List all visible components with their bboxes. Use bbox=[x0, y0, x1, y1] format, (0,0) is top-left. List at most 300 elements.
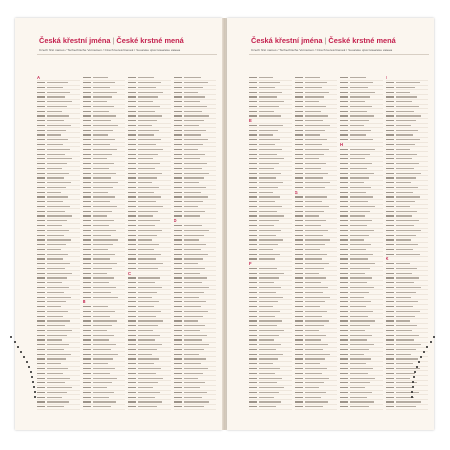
date-cell bbox=[386, 173, 394, 174]
date-cell bbox=[174, 111, 182, 112]
name-cell bbox=[350, 235, 369, 236]
name-cell bbox=[47, 282, 62, 283]
name-cell bbox=[138, 335, 160, 336]
name-cell bbox=[93, 392, 114, 393]
name-cell bbox=[93, 311, 115, 312]
date-cell bbox=[37, 392, 45, 393]
date-cell bbox=[386, 287, 394, 288]
date-cell bbox=[83, 387, 91, 388]
name-column bbox=[37, 76, 80, 410]
date-cell bbox=[386, 268, 394, 269]
name-cell bbox=[350, 206, 375, 207]
date-cell bbox=[249, 196, 257, 197]
date-cell bbox=[249, 230, 257, 231]
date-cell bbox=[386, 239, 394, 240]
date-cell bbox=[37, 378, 45, 379]
name-cell bbox=[259, 292, 276, 293]
date-cell bbox=[174, 130, 182, 131]
date-cell bbox=[128, 330, 136, 331]
name-cell bbox=[47, 92, 70, 93]
name-cell bbox=[396, 92, 410, 93]
date-cell bbox=[340, 335, 348, 336]
name-cell bbox=[184, 96, 205, 97]
date-cell bbox=[83, 158, 91, 159]
name-cell bbox=[93, 297, 118, 298]
name-cell bbox=[93, 249, 108, 250]
date-cell bbox=[37, 158, 45, 159]
name-cell bbox=[305, 149, 329, 150]
name-cell bbox=[350, 211, 370, 212]
name-cell bbox=[93, 173, 116, 174]
name-cell bbox=[305, 387, 319, 388]
date-cell bbox=[83, 173, 91, 174]
name-cell bbox=[305, 196, 327, 197]
name-cell bbox=[184, 382, 205, 383]
name-cell bbox=[259, 139, 280, 140]
name-cell bbox=[259, 244, 278, 245]
date-cell bbox=[37, 211, 45, 212]
date-cell bbox=[174, 196, 182, 197]
date-cell bbox=[340, 111, 348, 112]
date-cell bbox=[83, 235, 91, 236]
name-cell bbox=[350, 282, 367, 283]
name-cell bbox=[184, 206, 198, 207]
name-cell bbox=[396, 106, 419, 107]
date-cell bbox=[295, 306, 303, 307]
date-cell bbox=[386, 225, 394, 226]
date-cell bbox=[340, 349, 348, 350]
date-cell bbox=[83, 111, 91, 112]
name-cell bbox=[47, 339, 62, 340]
name-cell bbox=[184, 173, 209, 174]
date-cell bbox=[295, 282, 303, 283]
name-cell bbox=[184, 368, 208, 369]
name-cell bbox=[305, 187, 325, 188]
name-cell bbox=[138, 249, 154, 250]
date-cell bbox=[386, 249, 394, 250]
name-cell bbox=[184, 311, 208, 312]
date-cell bbox=[174, 330, 182, 331]
name-cell bbox=[184, 277, 207, 278]
date-cell bbox=[386, 196, 394, 197]
date-cell bbox=[128, 111, 136, 112]
name-cell bbox=[184, 125, 199, 126]
date-cell bbox=[386, 206, 394, 207]
date-cell bbox=[83, 254, 91, 255]
name-cell bbox=[138, 130, 159, 131]
section-letter: D bbox=[173, 218, 177, 224]
date-cell bbox=[386, 325, 394, 326]
name-cell bbox=[396, 325, 417, 326]
name-cell bbox=[93, 115, 116, 116]
date-cell bbox=[295, 287, 303, 288]
ribbon-dot bbox=[416, 366, 418, 368]
date-cell bbox=[37, 87, 45, 88]
name-cell bbox=[93, 378, 117, 379]
date-cell bbox=[249, 354, 257, 355]
date-cell bbox=[83, 182, 91, 183]
name-cell bbox=[93, 201, 110, 202]
date-cell bbox=[386, 363, 394, 364]
name-cell bbox=[138, 149, 163, 150]
name-cell bbox=[350, 168, 367, 169]
date-cell bbox=[37, 96, 45, 97]
name-cell bbox=[305, 277, 326, 278]
date-cell bbox=[340, 130, 348, 131]
name-cell bbox=[138, 368, 161, 369]
name-cell bbox=[138, 92, 163, 93]
date-cell bbox=[37, 373, 45, 374]
name-cell bbox=[184, 201, 203, 202]
name-cell bbox=[305, 249, 320, 250]
name-cell bbox=[138, 215, 153, 216]
date-cell bbox=[128, 101, 136, 102]
name-cell bbox=[305, 87, 322, 88]
name-cell bbox=[93, 211, 112, 212]
name-cell bbox=[396, 287, 421, 288]
name-cell bbox=[259, 330, 284, 331]
date-cell bbox=[37, 349, 45, 350]
name-cell bbox=[47, 130, 66, 131]
date-cell bbox=[174, 358, 182, 359]
date-cell bbox=[83, 401, 91, 402]
name-cell bbox=[396, 230, 421, 231]
date-cell bbox=[128, 292, 136, 293]
name-cell bbox=[350, 220, 372, 221]
name-cell bbox=[259, 387, 284, 388]
date-cell bbox=[295, 230, 303, 231]
title-separator: | bbox=[112, 36, 115, 45]
name-cell bbox=[259, 92, 282, 93]
date-cell bbox=[83, 325, 91, 326]
date-cell bbox=[37, 277, 45, 278]
date-cell bbox=[174, 163, 182, 164]
name-cell bbox=[350, 273, 365, 274]
date-cell bbox=[249, 82, 257, 83]
name-cell bbox=[47, 387, 72, 388]
date-cell bbox=[295, 163, 303, 164]
date-cell bbox=[249, 301, 257, 302]
date-cell bbox=[249, 249, 257, 250]
date-cell bbox=[83, 311, 91, 312]
date-cell bbox=[128, 258, 136, 259]
name-cell bbox=[305, 306, 320, 307]
date-cell bbox=[174, 187, 182, 188]
date-cell bbox=[386, 101, 394, 102]
date-cell bbox=[128, 87, 136, 88]
date-cell bbox=[386, 230, 394, 231]
date-cell bbox=[249, 158, 257, 159]
date-cell bbox=[249, 392, 257, 393]
date-cell bbox=[174, 134, 182, 135]
name-cell bbox=[396, 149, 410, 150]
name-cell bbox=[93, 230, 116, 231]
name-cell bbox=[350, 330, 365, 331]
name-cell bbox=[259, 368, 280, 369]
date-cell bbox=[37, 120, 45, 121]
date-cell bbox=[340, 211, 348, 212]
name-cell bbox=[259, 344, 281, 345]
date-cell bbox=[249, 330, 257, 331]
name-cell bbox=[93, 258, 110, 259]
name-column bbox=[249, 76, 292, 410]
name-cell bbox=[138, 401, 162, 402]
date-cell bbox=[340, 316, 348, 317]
name-cell bbox=[259, 168, 274, 169]
name-cell bbox=[350, 358, 371, 359]
date-cell bbox=[295, 368, 303, 369]
name-cell bbox=[138, 115, 162, 116]
date-cell bbox=[37, 225, 45, 226]
name-cell bbox=[396, 130, 418, 131]
date-cell bbox=[83, 77, 91, 78]
date-cell bbox=[37, 311, 45, 312]
name-cell bbox=[259, 378, 282, 379]
date-cell bbox=[128, 301, 136, 302]
name-cell bbox=[138, 111, 155, 112]
name-cell bbox=[396, 192, 413, 193]
name-cell bbox=[305, 154, 324, 155]
date-cell bbox=[128, 149, 136, 150]
date-cell bbox=[340, 320, 348, 321]
name-cell bbox=[259, 258, 275, 259]
date-cell bbox=[83, 268, 91, 269]
name-cell bbox=[93, 139, 115, 140]
left-page-title bbox=[39, 36, 184, 45]
name-cell bbox=[47, 292, 64, 293]
date-cell bbox=[249, 320, 257, 321]
name-cell bbox=[47, 115, 69, 116]
date-cell bbox=[37, 201, 45, 202]
date-cell bbox=[295, 211, 303, 212]
name-cell bbox=[184, 139, 208, 140]
date-cell bbox=[37, 163, 45, 164]
name-cell bbox=[396, 292, 416, 293]
date-cell bbox=[295, 177, 303, 178]
date-cell bbox=[128, 401, 136, 402]
name-cell bbox=[259, 335, 279, 336]
name-cell bbox=[259, 144, 275, 145]
date-cell bbox=[295, 125, 303, 126]
date-cell bbox=[128, 339, 136, 340]
date-cell bbox=[249, 292, 257, 293]
name-cell bbox=[259, 297, 283, 298]
date-cell bbox=[37, 325, 45, 326]
name-cell bbox=[184, 373, 203, 374]
date-cell bbox=[249, 287, 257, 288]
name-cell bbox=[138, 382, 158, 383]
date-cell bbox=[83, 363, 91, 364]
name-cell bbox=[184, 320, 198, 321]
date-cell bbox=[249, 239, 257, 240]
name-cell bbox=[350, 406, 369, 407]
name-cell bbox=[184, 358, 206, 359]
date-cell bbox=[174, 125, 182, 126]
name-cell bbox=[138, 268, 158, 269]
name-cell bbox=[184, 406, 204, 407]
date-cell bbox=[174, 158, 182, 159]
name-cell bbox=[396, 158, 412, 159]
date-cell bbox=[249, 277, 257, 278]
name-cell bbox=[138, 316, 156, 317]
date-cell bbox=[128, 358, 136, 359]
date-cell bbox=[295, 401, 303, 402]
date-cell bbox=[174, 154, 182, 155]
name-cell bbox=[396, 268, 417, 269]
date-cell bbox=[340, 277, 348, 278]
date-cell bbox=[386, 354, 394, 355]
date-cell bbox=[295, 325, 303, 326]
name-cell bbox=[93, 277, 114, 278]
name-cell bbox=[396, 406, 416, 407]
name-cell bbox=[305, 177, 323, 178]
date-cell bbox=[128, 392, 136, 393]
name-cell bbox=[305, 268, 324, 269]
name-cell bbox=[350, 349, 369, 350]
name-cell bbox=[184, 349, 204, 350]
date-cell bbox=[249, 96, 257, 97]
date-cell bbox=[83, 87, 91, 88]
date-cell bbox=[128, 230, 136, 231]
name-cell bbox=[396, 387, 412, 388]
date-cell bbox=[128, 344, 136, 345]
name-cell bbox=[47, 187, 66, 188]
name-cell bbox=[93, 215, 107, 216]
date-cell bbox=[340, 249, 348, 250]
date-cell bbox=[386, 306, 394, 307]
date-cell bbox=[128, 335, 136, 336]
name-cell bbox=[396, 139, 420, 140]
name-column bbox=[340, 76, 383, 410]
name-cell bbox=[396, 177, 416, 178]
name-cell bbox=[396, 297, 411, 298]
name-cell bbox=[259, 134, 273, 135]
name-cell bbox=[138, 206, 163, 207]
name-cell bbox=[396, 277, 419, 278]
date-cell bbox=[83, 287, 91, 288]
name-cell bbox=[396, 220, 419, 221]
right-page bbox=[227, 18, 434, 430]
name-cell bbox=[47, 149, 70, 150]
name-cell bbox=[396, 115, 421, 116]
date-cell bbox=[174, 344, 182, 345]
date-cell bbox=[174, 139, 182, 140]
date-cell bbox=[249, 311, 257, 312]
date-cell bbox=[37, 177, 45, 178]
date-cell bbox=[128, 206, 136, 207]
name-cell bbox=[93, 254, 115, 255]
name-cell bbox=[138, 173, 162, 174]
date-cell bbox=[128, 82, 136, 83]
name-cell bbox=[47, 139, 68, 140]
date-cell bbox=[340, 120, 348, 121]
name-cell bbox=[305, 339, 321, 340]
name-cell bbox=[138, 163, 160, 164]
name-cell bbox=[93, 349, 111, 350]
date-cell bbox=[249, 111, 257, 112]
left-page-subtitle: Czech first names / Tschechische Vornamen / Czech keresztnevek / Чешские христианские имена bbox=[39, 48, 181, 52]
name-cell bbox=[138, 339, 155, 340]
date-cell bbox=[83, 163, 91, 164]
date-cell bbox=[386, 282, 394, 283]
date-cell bbox=[295, 301, 303, 302]
name-cell bbox=[305, 163, 326, 164]
date-cell bbox=[340, 330, 348, 331]
date-cell bbox=[295, 363, 303, 364]
name-cell bbox=[305, 82, 327, 83]
name-cell bbox=[350, 130, 371, 131]
section-letter: H bbox=[340, 142, 344, 148]
name-cell bbox=[93, 225, 109, 226]
date-cell bbox=[128, 173, 136, 174]
name-cell bbox=[396, 249, 413, 250]
name-cell bbox=[350, 258, 368, 259]
name-cell bbox=[305, 96, 324, 97]
name-cell bbox=[305, 358, 325, 359]
name-cell bbox=[259, 182, 283, 183]
name-cell bbox=[350, 387, 365, 388]
name-cell bbox=[350, 325, 370, 326]
date-cell bbox=[128, 192, 136, 193]
date-cell bbox=[249, 325, 257, 326]
date-cell bbox=[340, 382, 348, 383]
name-cell bbox=[93, 92, 117, 93]
name-cell bbox=[93, 273, 107, 274]
date-cell bbox=[83, 368, 91, 369]
date-cell bbox=[37, 292, 45, 293]
date-cell bbox=[83, 239, 91, 240]
name-cell bbox=[138, 196, 161, 197]
date-cell bbox=[128, 115, 136, 116]
name-cell bbox=[184, 335, 207, 336]
date-cell bbox=[249, 297, 257, 298]
date-cell bbox=[340, 225, 348, 226]
date-cell bbox=[83, 206, 91, 207]
name-cell bbox=[47, 168, 62, 169]
date-cell bbox=[340, 363, 348, 364]
date-cell bbox=[37, 397, 45, 398]
name-cell bbox=[93, 187, 113, 188]
date-cell bbox=[249, 344, 257, 345]
date-cell bbox=[174, 316, 182, 317]
name-cell bbox=[47, 106, 67, 107]
date-cell bbox=[174, 182, 182, 183]
date-cell bbox=[386, 187, 394, 188]
name-cell bbox=[184, 82, 208, 83]
name-cell bbox=[138, 378, 163, 379]
name-cell bbox=[184, 235, 204, 236]
ribbon-dot bbox=[430, 341, 432, 343]
date-cell bbox=[174, 306, 182, 307]
date-cell bbox=[340, 373, 348, 374]
name-cell bbox=[184, 187, 206, 188]
name-cell bbox=[396, 163, 419, 164]
date-cell bbox=[37, 387, 45, 388]
title-slovak: České krstné mená bbox=[328, 36, 396, 45]
date-cell bbox=[37, 244, 45, 245]
name-cell bbox=[138, 96, 158, 97]
date-cell bbox=[295, 196, 303, 197]
name-cell bbox=[138, 330, 153, 331]
name-cell bbox=[259, 173, 281, 174]
name-cell bbox=[350, 363, 366, 364]
date-cell bbox=[37, 154, 45, 155]
name-cell bbox=[138, 358, 159, 359]
name-cell bbox=[350, 254, 373, 255]
date-cell bbox=[128, 77, 136, 78]
name-cell bbox=[259, 187, 278, 188]
name-cell bbox=[350, 96, 370, 97]
